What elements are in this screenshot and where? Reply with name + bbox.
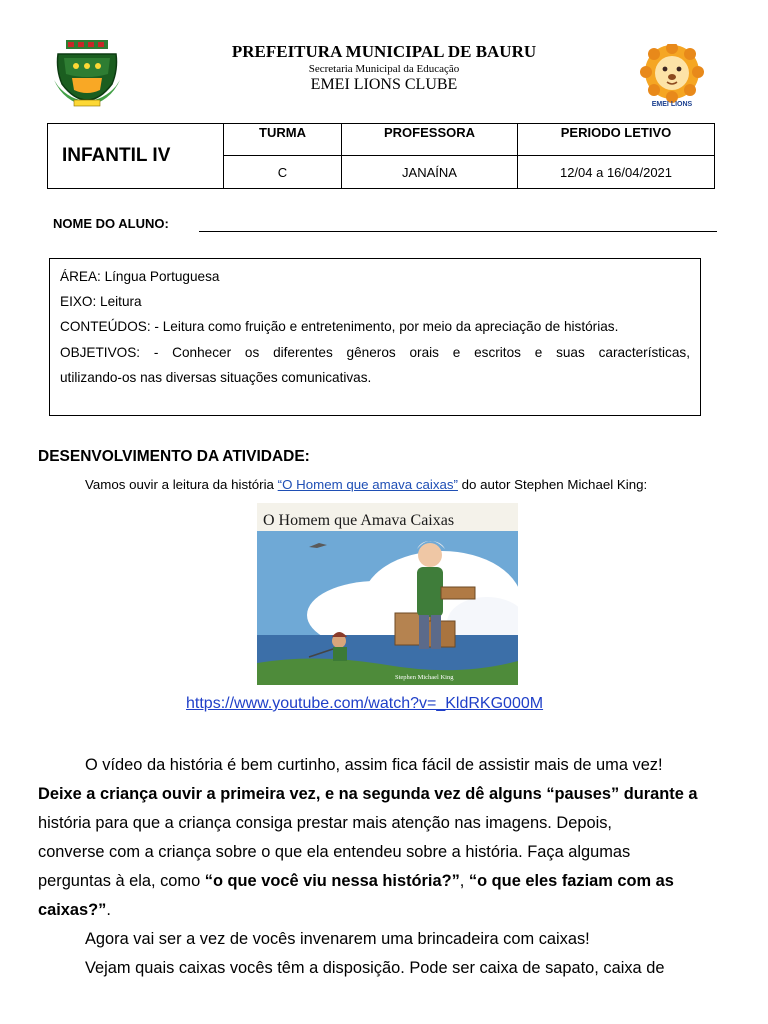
conteudos-line: CONTEÚDOS: - Leitura como fruição e entretenimento, por meio da apreciação de histórias.: [60, 319, 619, 335]
intro-text-before: Vamos ouvir a leitura da história: [85, 477, 278, 492]
area-line: ÁREA: Língua Portuguesa: [60, 269, 220, 284]
question-separator: ,: [459, 872, 469, 890]
story-link[interactable]: “O Homem que amava caixas”: [277, 477, 458, 492]
question-2-start: “o que eles faziam com as: [468, 872, 674, 890]
paragraph-2-line-3: converse com a criança sobre o que ela entendeu sobre a história. Faça algumas: [38, 843, 631, 861]
sentence-period: .: [106, 901, 111, 919]
book-cover-author: Stephen Michael King: [395, 674, 454, 681]
student-name-label: NOME DO ALUNO:: [53, 216, 169, 231]
class-level: INFANTIL IV: [48, 124, 224, 189]
book-cover-image: [257, 503, 518, 685]
activity-instructions: [38, 751, 722, 983]
header-professora: PROFESSORA: [342, 124, 518, 156]
bold-instruction: Deixe a criança ouvir a primeira vez, e na segunda vez dê alguns “pauses” durante a: [38, 785, 698, 803]
objetivos-line: OBJETIVOS: - Conhecer os diferentes gêneros orais e escritos e suas características,: [60, 344, 690, 360]
header-turma: TURMA: [224, 124, 342, 156]
value-turma: C: [224, 156, 342, 189]
page-title: PREFEITURA MUNICIPAL DE BAURU: [231, 42, 537, 61]
lesson-details-box: [49, 258, 701, 416]
value-periodo-letivo: 12/04 a 16/04/2021: [518, 156, 715, 189]
class-info-table: [47, 123, 715, 189]
paragraph-1: O vídeo da história é bem curtinho, assim fica fácil de assistir mais de uma vez!: [85, 756, 663, 774]
paragraph-2-line-4: [38, 867, 722, 896]
value-professora: JANAÍNA: [342, 156, 518, 189]
question-1: “o que você viu nessa história?”: [204, 872, 460, 890]
youtube-video-link[interactable]: https://www.youtube.com/watch?v=_KldRKG000M: [186, 695, 544, 712]
header-periodo-letivo: PERIODO LETIVO: [518, 124, 715, 156]
paragraph-2-bold-line: [38, 780, 722, 809]
paragraph-3: Agora vai ser a vez de vocês invenarem uma brincadeira com caixas!: [85, 930, 590, 948]
student-name-line[interactable]: [199, 231, 717, 232]
department-name: Secretaria Municipal da Educação: [308, 63, 460, 75]
activity-title: DESENVOLVIMENTO DA ATIVIDADE:: [38, 448, 310, 465]
question-2-end: caixas?”: [38, 901, 107, 919]
eixo-line: EIXO: Leitura: [60, 294, 142, 310]
lion-logo-label: EMEI LIONS: [651, 101, 693, 108]
school-name: EMEI LIONS CLUBE: [310, 76, 458, 93]
questions-intro: perguntas à ela, como: [38, 872, 205, 890]
paragraph-4: Vejam quais caixas vocês têm a disposição. Pode ser caixa de sapato, caixa de: [85, 959, 665, 977]
intro-text-after: do autor Stephen Michael King:: [457, 477, 648, 492]
paragraph-2-line-2: história para que a criança consiga prestar mais atenção nas imagens. Depois,: [38, 814, 612, 832]
activity-intro: [85, 477, 647, 492]
book-cover-title: O Homem que Amava Caixas: [263, 512, 455, 529]
objetivos-line-2: utilizando-os nas diversas situações comunicativas.: [60, 369, 372, 385]
paragraph-2-line-5: [38, 896, 722, 925]
